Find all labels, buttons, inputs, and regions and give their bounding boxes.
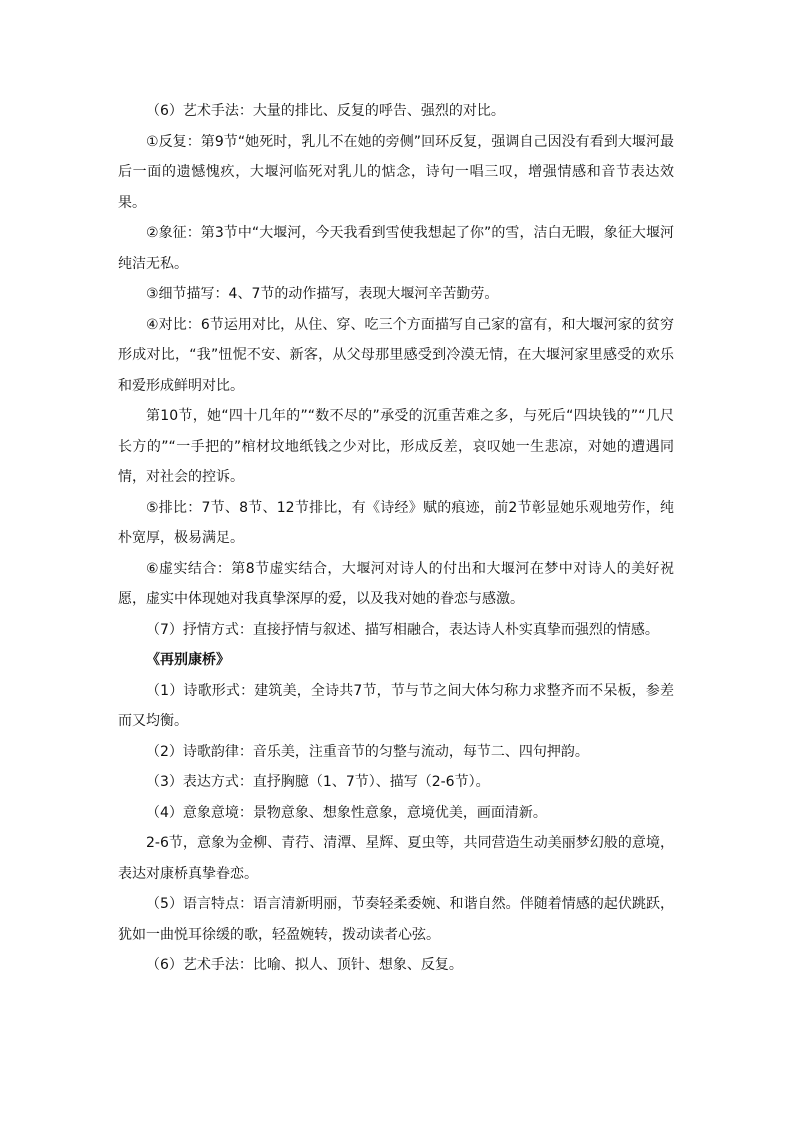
paragraph-lyrical-method: （7）抒情方式：直接抒情与叙述、描写相融合，表达诗人朴实真挚而强烈的情感。 (146, 621, 659, 638)
paragraph-art-techniques-kangqiao: （6）艺术手法：比喻、拟人、顶针、想象、反复。 (146, 957, 463, 973)
paragraph-poem-rhythm: （2）诗歌韵律：音乐美，注重音节的匀整与流动，每节二、四句押韵。 (146, 743, 589, 760)
paragraph-art-techniques-heading: （6）艺术手法：大量的排比、反复的呼告、强烈的对比。 (146, 103, 505, 119)
paragraph-repetition: ①反复：第9节“她死时，乳儿不在她的旁侧”回环反复，强调自己因没有看到大堰河最后一面的遗憾愧疚，大堰河临死对乳儿的惦念，诗句一唱三叹，增强情感和音节表达效果。 (118, 133, 674, 211)
paragraph-expression: （3）表达方式：直抒胸臆（1、7节）、描写（2-6节）。 (146, 774, 490, 790)
paragraph-imagery: （4）意象意境：景物意象、想象性意象，意境优美，画面清新。 (146, 804, 547, 821)
paragraph-section-10-contrast: 第10节，她“四十几年的”“数不尽的”承受的沉重苦难之多，与死后“四块钱的”“几尺长方的”“一手把的”棺材坟地纸钱之少对比，形成反差，哀叹她一生悲凉，对她的遭遇同情，对社会的控诉。 (118, 408, 674, 485)
document-body (118, 96, 674, 981)
paragraph-symbolism: ②象征：第3节中“大堰河，今天我看到雪使我想起了你”的雪，洁白无暇，象征大堰河纯洁无私。 (118, 225, 674, 272)
paragraph-detail-description: ③细节描写：4、7节的动作描写，表现大堰河辛苦勤劳。 (146, 286, 499, 302)
paragraph-poem-form: （1）诗歌形式：建筑美，全诗共7节，节与节之间大体匀称力求整齐而不呆板，参差而又均衡。 (118, 682, 674, 729)
paragraph-imagery-detail: 2-6节，意象为金柳、青荇、清潭、星辉、夏虫等，共同营造生动美丽梦幻般的意境，表达对康桥真挚眷恋。 (118, 835, 674, 882)
paragraph-language: （5）语言特点：语言清新明丽，节奏轻柔委婉、和谐自然。伴随着情感的起伏跳跃，犹如一曲悦耳徐缓的歌，轻盈婉转，拨动读者心弦。 (118, 896, 674, 943)
paragraph-virtual-real: ⑥虚实结合：第8节虚实结合，大堰河对诗人的付出和大堰河在梦中对诗人的美好祝愿，虚实中体现她对我真挚深厚的爱，以及我对她的眷恋与感激。 (118, 560, 674, 607)
paragraph-parallelism: ⑤排比：7节、8节、12节排比，有《诗经》赋的痕迹，前2节彰显她乐观地劳作，纯朴宽厚，极易满足。 (118, 499, 674, 546)
section-title-zaibie-kangqiao: 《再别康桥》 (146, 652, 230, 668)
paragraph-contrast: ④对比：6节运用对比，从住、穿、吃三个方面描写自己家的富有，和大堰河家的贫穷形成对比，“我”忸怩不安、新客，从父母那里感受到冷漠无情，在大堰河家里感受的欢乐和爱形成鲜明对比。 (118, 316, 674, 394)
